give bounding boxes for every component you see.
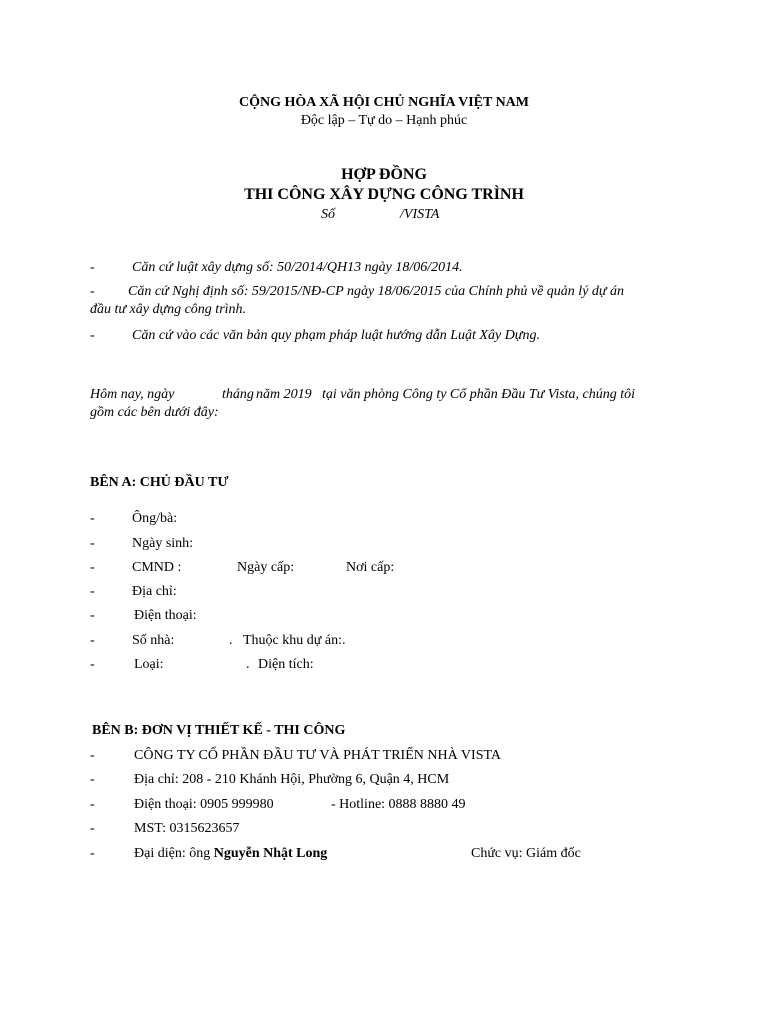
party-a-heading: BÊN A: CHỦ ĐẦU TƯ (90, 475, 229, 490)
party-b-position: Chức vụ: Giám đốc (471, 846, 581, 861)
list-dash: - (90, 584, 95, 599)
intro-month: tháng (222, 387, 254, 402)
list-dash: - (90, 328, 95, 343)
party-a-project-area: Thuộc khu dự án:. (243, 633, 346, 648)
party-a-type-dot: . (246, 657, 250, 672)
party-b-rep-name: Nguyễn Nhật Long (213, 846, 328, 861)
party-a-type: Loại: (134, 657, 164, 672)
national-title: CỘNG HÒA XÃ HỘI CHỦ NGHĨA VIỆT NAM (238, 95, 529, 110)
intro-year: năm 2019 (256, 387, 312, 402)
party-a-dob: Ngày sinh: (132, 536, 194, 551)
legal-basis-2: Căn cứ Nghị định số: 59/2015/NĐ-CP ngày 18/06/2015 của Chính phủ về quản lý dự án (128, 284, 625, 299)
contract-number-suffix: /VISTA (400, 207, 440, 222)
party-a-house-no: Số nhà: (132, 633, 175, 648)
intro-line-2: gồm các bên dưới đây: (90, 405, 219, 420)
contract-number-prefix: Số (321, 207, 335, 222)
list-dash: - (90, 633, 95, 648)
list-dash: - (90, 284, 95, 299)
contract-subtitle: THI CÔNG XÂY DỰNG CÔNG TRÌNH (244, 186, 524, 203)
party-a-house-dot: . (229, 633, 233, 648)
contract-title: HỢP ĐỒNG (341, 166, 427, 183)
party-b-address: Địa chỉ: 208 - 210 Khánh Hội, Phường 6, Quận 4, HCM (134, 772, 450, 787)
list-dash: - (90, 748, 95, 763)
party-a-name: Ông/bà: (132, 511, 178, 526)
party-b-hotline: - Hotline: 0888 8880 49 (331, 797, 466, 812)
intro-day: Hôm nay, ngày (90, 387, 175, 402)
party-a-area: Diện tích: (258, 657, 314, 672)
party-b-heading: BÊN B: ĐƠN VỊ THIẾT KẾ - THI CÔNG (92, 723, 346, 738)
list-dash: - (90, 536, 95, 551)
list-dash: - (90, 560, 95, 575)
list-dash: - (90, 821, 95, 836)
party-b-representative (134, 845, 327, 863)
intro-location: tại văn phòng Công ty Cổ phần Đầu Tư Vista, chúng tôi (322, 387, 636, 402)
party-b-phone: Điện thoại: 0905 999980 (134, 797, 274, 812)
list-dash: - (90, 797, 95, 812)
party-b-company: CÔNG TY CỔ PHẦN ĐẦU TƯ VÀ PHÁT TRIỂN NHÀ VISTA (134, 748, 502, 763)
legal-basis-1: Căn cứ luật xây dựng số: 50/2014/QH13 ngày 18/06/2014. (132, 260, 463, 275)
party-a-address: Địa chỉ: (132, 584, 177, 599)
party-a-id: CMND : (132, 560, 182, 575)
list-dash: - (90, 260, 95, 275)
party-a-id-date: Ngày cấp: (237, 560, 295, 575)
list-dash: - (90, 657, 95, 672)
party-a-phone: Điện thoại: (134, 608, 197, 623)
national-motto: Độc lập – Tự do – Hạnh phúc (300, 113, 468, 128)
party-a-id-place: Nơi cấp: (346, 560, 395, 575)
list-dash: - (90, 511, 95, 526)
party-b-tax-code: MST: 0315623657 (134, 821, 240, 836)
list-dash: - (90, 608, 95, 623)
list-dash: - (90, 772, 95, 787)
party-b-rep-label: Đại diện: ông (134, 846, 211, 861)
list-dash: - (90, 846, 95, 861)
legal-basis-2-cont: đầu tư xây dựng công trình. (90, 302, 247, 317)
legal-basis-3: Căn cứ vào các văn bản quy phạm pháp luật hướng dẫn Luật Xây Dựng. (132, 328, 540, 343)
